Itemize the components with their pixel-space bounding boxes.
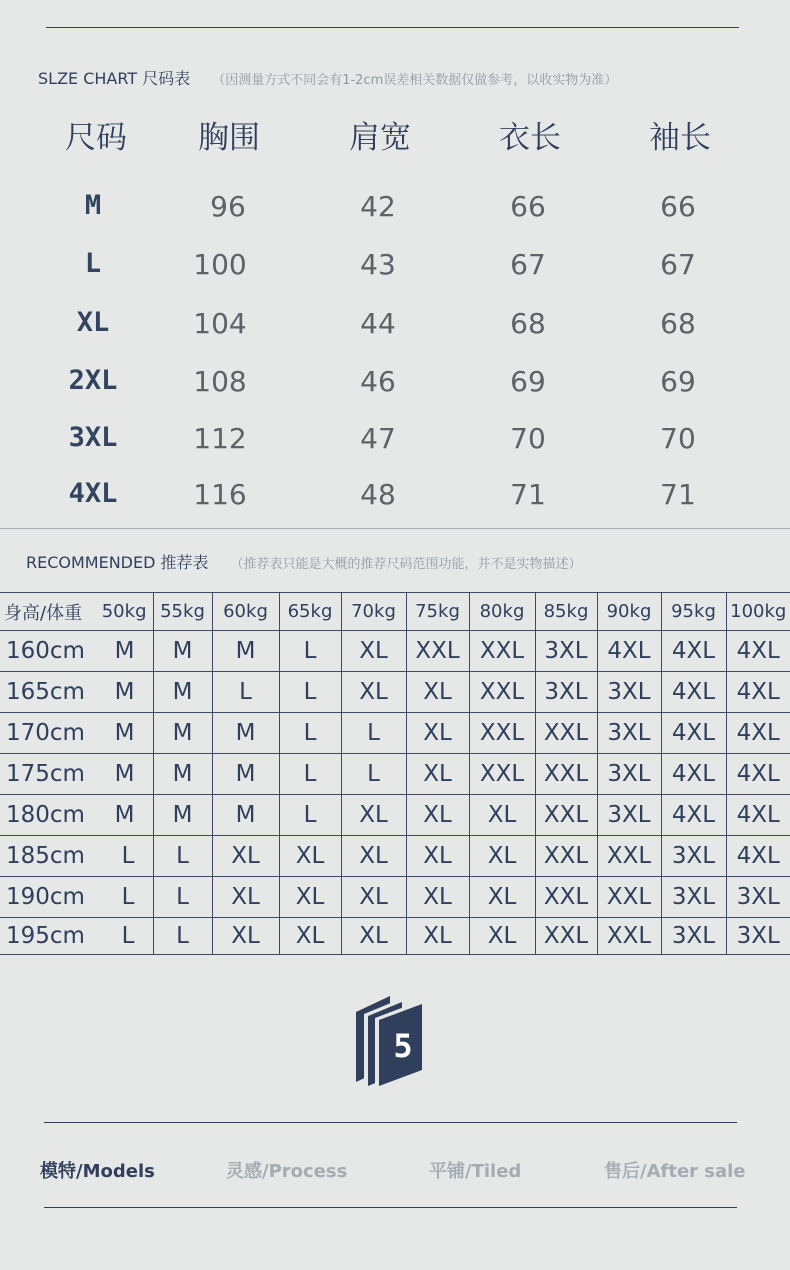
size-cell: 3XL (661, 918, 726, 955)
size-cell: XL (469, 877, 535, 918)
recommend-row (0, 877, 790, 918)
chest-value: 104 (193, 307, 247, 340)
size-cell: 4XL (726, 754, 790, 795)
size-label: 2XL (68, 365, 118, 396)
size-cell: XL (406, 713, 469, 754)
size-cell: XL (279, 877, 341, 918)
length-value: 70 (510, 422, 546, 455)
size-cell: L (212, 672, 279, 713)
size-cell: XXL (535, 795, 597, 836)
size-cell: XXL (469, 631, 535, 672)
size-cell: M (95, 631, 153, 672)
size-cell: XL (406, 918, 469, 955)
length-value: 67 (510, 248, 546, 281)
nav-models[interactable]: 模特/Models (40, 1161, 155, 1182)
size-cell: 3XL (726, 877, 790, 918)
size-cell: XL (341, 672, 406, 713)
corner-label: 身高/体重 (0, 593, 95, 631)
shoulder-value: 42 (360, 190, 396, 223)
size-cell: L (95, 877, 153, 918)
size-cell: L (279, 754, 341, 795)
size-cell: L (95, 918, 153, 955)
recommend-title-text: RECOMMENDED 推荐表 (26, 553, 209, 572)
size-cell: XXL (535, 918, 597, 955)
size-cell: XL (406, 877, 469, 918)
length-value: 69 (510, 365, 546, 398)
size-cell: L (95, 836, 153, 877)
recommend-row (0, 836, 790, 877)
sleeve-value: 66 (660, 190, 696, 223)
weight-header: 50kg (95, 593, 153, 631)
size-cell: M (95, 754, 153, 795)
size-cell: M (95, 713, 153, 754)
size-cell: M (95, 672, 153, 713)
sleeve-value: 68 (660, 307, 696, 340)
nav-divider-top (44, 1122, 737, 1123)
size-chart-header: 袖长 (649, 120, 711, 156)
size-chart-header: 尺码 (65, 120, 127, 156)
chest-value: 100 (193, 248, 247, 281)
size-row (0, 248, 790, 288)
weight-header: 75kg (406, 593, 469, 631)
recommend-table (0, 592, 790, 955)
size-cell: 4XL (661, 672, 726, 713)
size-label: M (84, 190, 102, 221)
weight-header: 65kg (279, 593, 341, 631)
size-cell: M (212, 795, 279, 836)
size-chart-note: （因测量方式不同会有1-2cm误差相关数据仅做参考，以收实物为准） (212, 73, 618, 88)
sleeve-value: 69 (660, 365, 696, 398)
length-value: 68 (510, 307, 546, 340)
nav-divider-bottom (44, 1207, 737, 1208)
size-cell: L (279, 795, 341, 836)
length-value: 71 (510, 478, 546, 511)
size-label: 3XL (68, 422, 118, 453)
size-chart-header: 胸围 (198, 120, 260, 156)
sleeve-value: 67 (660, 248, 696, 281)
sleeve-value: 71 (660, 478, 696, 511)
size-cell: XL (469, 795, 535, 836)
size-cell: 4XL (661, 713, 726, 754)
length-value: 66 (510, 190, 546, 223)
size-cell: XL (406, 795, 469, 836)
size-cell: XL (406, 672, 469, 713)
recommend-row (0, 631, 790, 672)
size-cell: M (153, 631, 212, 672)
height-label: 165cm (0, 672, 95, 713)
size-cell: 3XL (597, 672, 661, 713)
size-cell: XL (279, 918, 341, 955)
size-chart (0, 0, 790, 530)
size-cell: 4XL (726, 836, 790, 877)
size-cell: XXL (597, 836, 661, 877)
height-label: 190cm (0, 877, 95, 918)
size-cell: XXL (535, 754, 597, 795)
size-cell: 4XL (726, 672, 790, 713)
size-cell: XXL (597, 877, 661, 918)
size-cell: L (279, 631, 341, 672)
size-cell: M (153, 795, 212, 836)
size-row (0, 478, 790, 518)
size-cell: M (212, 631, 279, 672)
size-cell: 4XL (661, 754, 726, 795)
size-cell: M (153, 713, 212, 754)
size-cell: XL (212, 877, 279, 918)
size-cell: XXL (597, 918, 661, 955)
size-cell: XL (341, 795, 406, 836)
weight-header: 90kg (597, 593, 661, 631)
size-row (0, 422, 790, 462)
height-label: 195cm (0, 918, 95, 955)
recommend-title (26, 550, 582, 573)
size-label: L (84, 248, 102, 279)
chest-value: 108 (193, 365, 247, 398)
size-cell: XXL (469, 713, 535, 754)
size-cell: 4XL (726, 631, 790, 672)
size-cell: XL (341, 631, 406, 672)
recommend-row (0, 672, 790, 713)
nav-after-sale[interactable]: 售后/After sale (604, 1161, 746, 1182)
size-cell: 3XL (726, 918, 790, 955)
size-cell: L (341, 713, 406, 754)
size-cell: XXL (469, 754, 535, 795)
shoulder-value: 46 (360, 365, 396, 398)
recommend-row (0, 754, 790, 795)
size-chart-header: 衣长 (499, 120, 561, 156)
size-cell: L (279, 672, 341, 713)
size-cell: XL (212, 918, 279, 955)
size-label: 4XL (68, 478, 118, 509)
size-cell: XL (469, 836, 535, 877)
weight-header: 70kg (341, 593, 406, 631)
size-cell: 4XL (661, 795, 726, 836)
size-chart-header: 肩宽 (349, 120, 411, 156)
recommend-row (0, 713, 790, 754)
size-cell: 4XL (661, 631, 726, 672)
size-cell: 4XL (726, 713, 790, 754)
size-cell: 3XL (597, 754, 661, 795)
shoulder-value: 43 (360, 248, 396, 281)
size-cell: 3XL (661, 836, 726, 877)
size-cell: L (341, 754, 406, 795)
weight-header: 80kg (469, 593, 535, 631)
weight-header: 100kg (726, 593, 790, 631)
size-cell: XL (469, 918, 535, 955)
size-cell: XL (341, 918, 406, 955)
size-cell: L (279, 713, 341, 754)
size-cell: 3XL (597, 795, 661, 836)
size-row (0, 365, 790, 405)
nav-tiled[interactable]: 平铺/Tiled (429, 1161, 522, 1182)
weight-header: 85kg (535, 593, 597, 631)
size-cell: XXL (535, 877, 597, 918)
weight-header: 95kg (661, 593, 726, 631)
size-cell: XL (279, 836, 341, 877)
height-label: 160cm (0, 631, 95, 672)
recommend-row (0, 918, 790, 955)
size-chart-title-text: SLZE CHART 尺码表 (38, 69, 191, 88)
size-row (0, 307, 790, 347)
size-cell: 3XL (535, 631, 597, 672)
weight-header-row (0, 593, 790, 631)
height-label: 175cm (0, 754, 95, 795)
size-cell: XXL (406, 631, 469, 672)
size-cell: 3XL (597, 713, 661, 754)
shoulder-value: 48 (360, 478, 396, 511)
size-cell: 4XL (597, 631, 661, 672)
height-label: 185cm (0, 836, 95, 877)
size-cell: L (153, 918, 212, 955)
size-cell: M (212, 754, 279, 795)
weight-header: 60kg (212, 593, 279, 631)
size-cell: 4XL (726, 795, 790, 836)
nav-process[interactable]: 灵感/Process (226, 1161, 348, 1182)
size-cell: XXL (469, 672, 535, 713)
size-cell: XL (341, 836, 406, 877)
chest-value: 96 (210, 190, 246, 223)
size-cell: 3XL (661, 877, 726, 918)
size-cell: XL (341, 877, 406, 918)
shoulder-value: 47 (360, 422, 396, 455)
shoulder-value: 44 (360, 307, 396, 340)
size-cell: XXL (535, 713, 597, 754)
size-cell: XL (406, 754, 469, 795)
stacked-pages-icon (352, 994, 426, 1086)
size-cell: M (153, 754, 212, 795)
size-cell: XXL (535, 836, 597, 877)
height-label: 170cm (0, 713, 95, 754)
recommend-note: （推荐表只能是大概的推荐尺码范围功能，并不是实物描述） (230, 557, 582, 572)
size-cell: M (212, 713, 279, 754)
section-divider (0, 528, 790, 529)
size-cell: M (153, 672, 212, 713)
size-cell: XL (406, 836, 469, 877)
emblem-number: 5 (393, 1027, 413, 1065)
chest-value: 116 (193, 478, 247, 511)
recommend-row (0, 795, 790, 836)
height-label: 180cm (0, 795, 95, 836)
size-cell: 3XL (535, 672, 597, 713)
size-cell: XL (212, 836, 279, 877)
size-cell: M (95, 795, 153, 836)
weight-header: 55kg (153, 593, 212, 631)
size-cell: L (153, 836, 212, 877)
size-label: XL (76, 307, 110, 338)
size-row (0, 190, 790, 230)
sleeve-value: 70 (660, 422, 696, 455)
chest-value: 112 (193, 422, 247, 455)
size-cell: L (153, 877, 212, 918)
